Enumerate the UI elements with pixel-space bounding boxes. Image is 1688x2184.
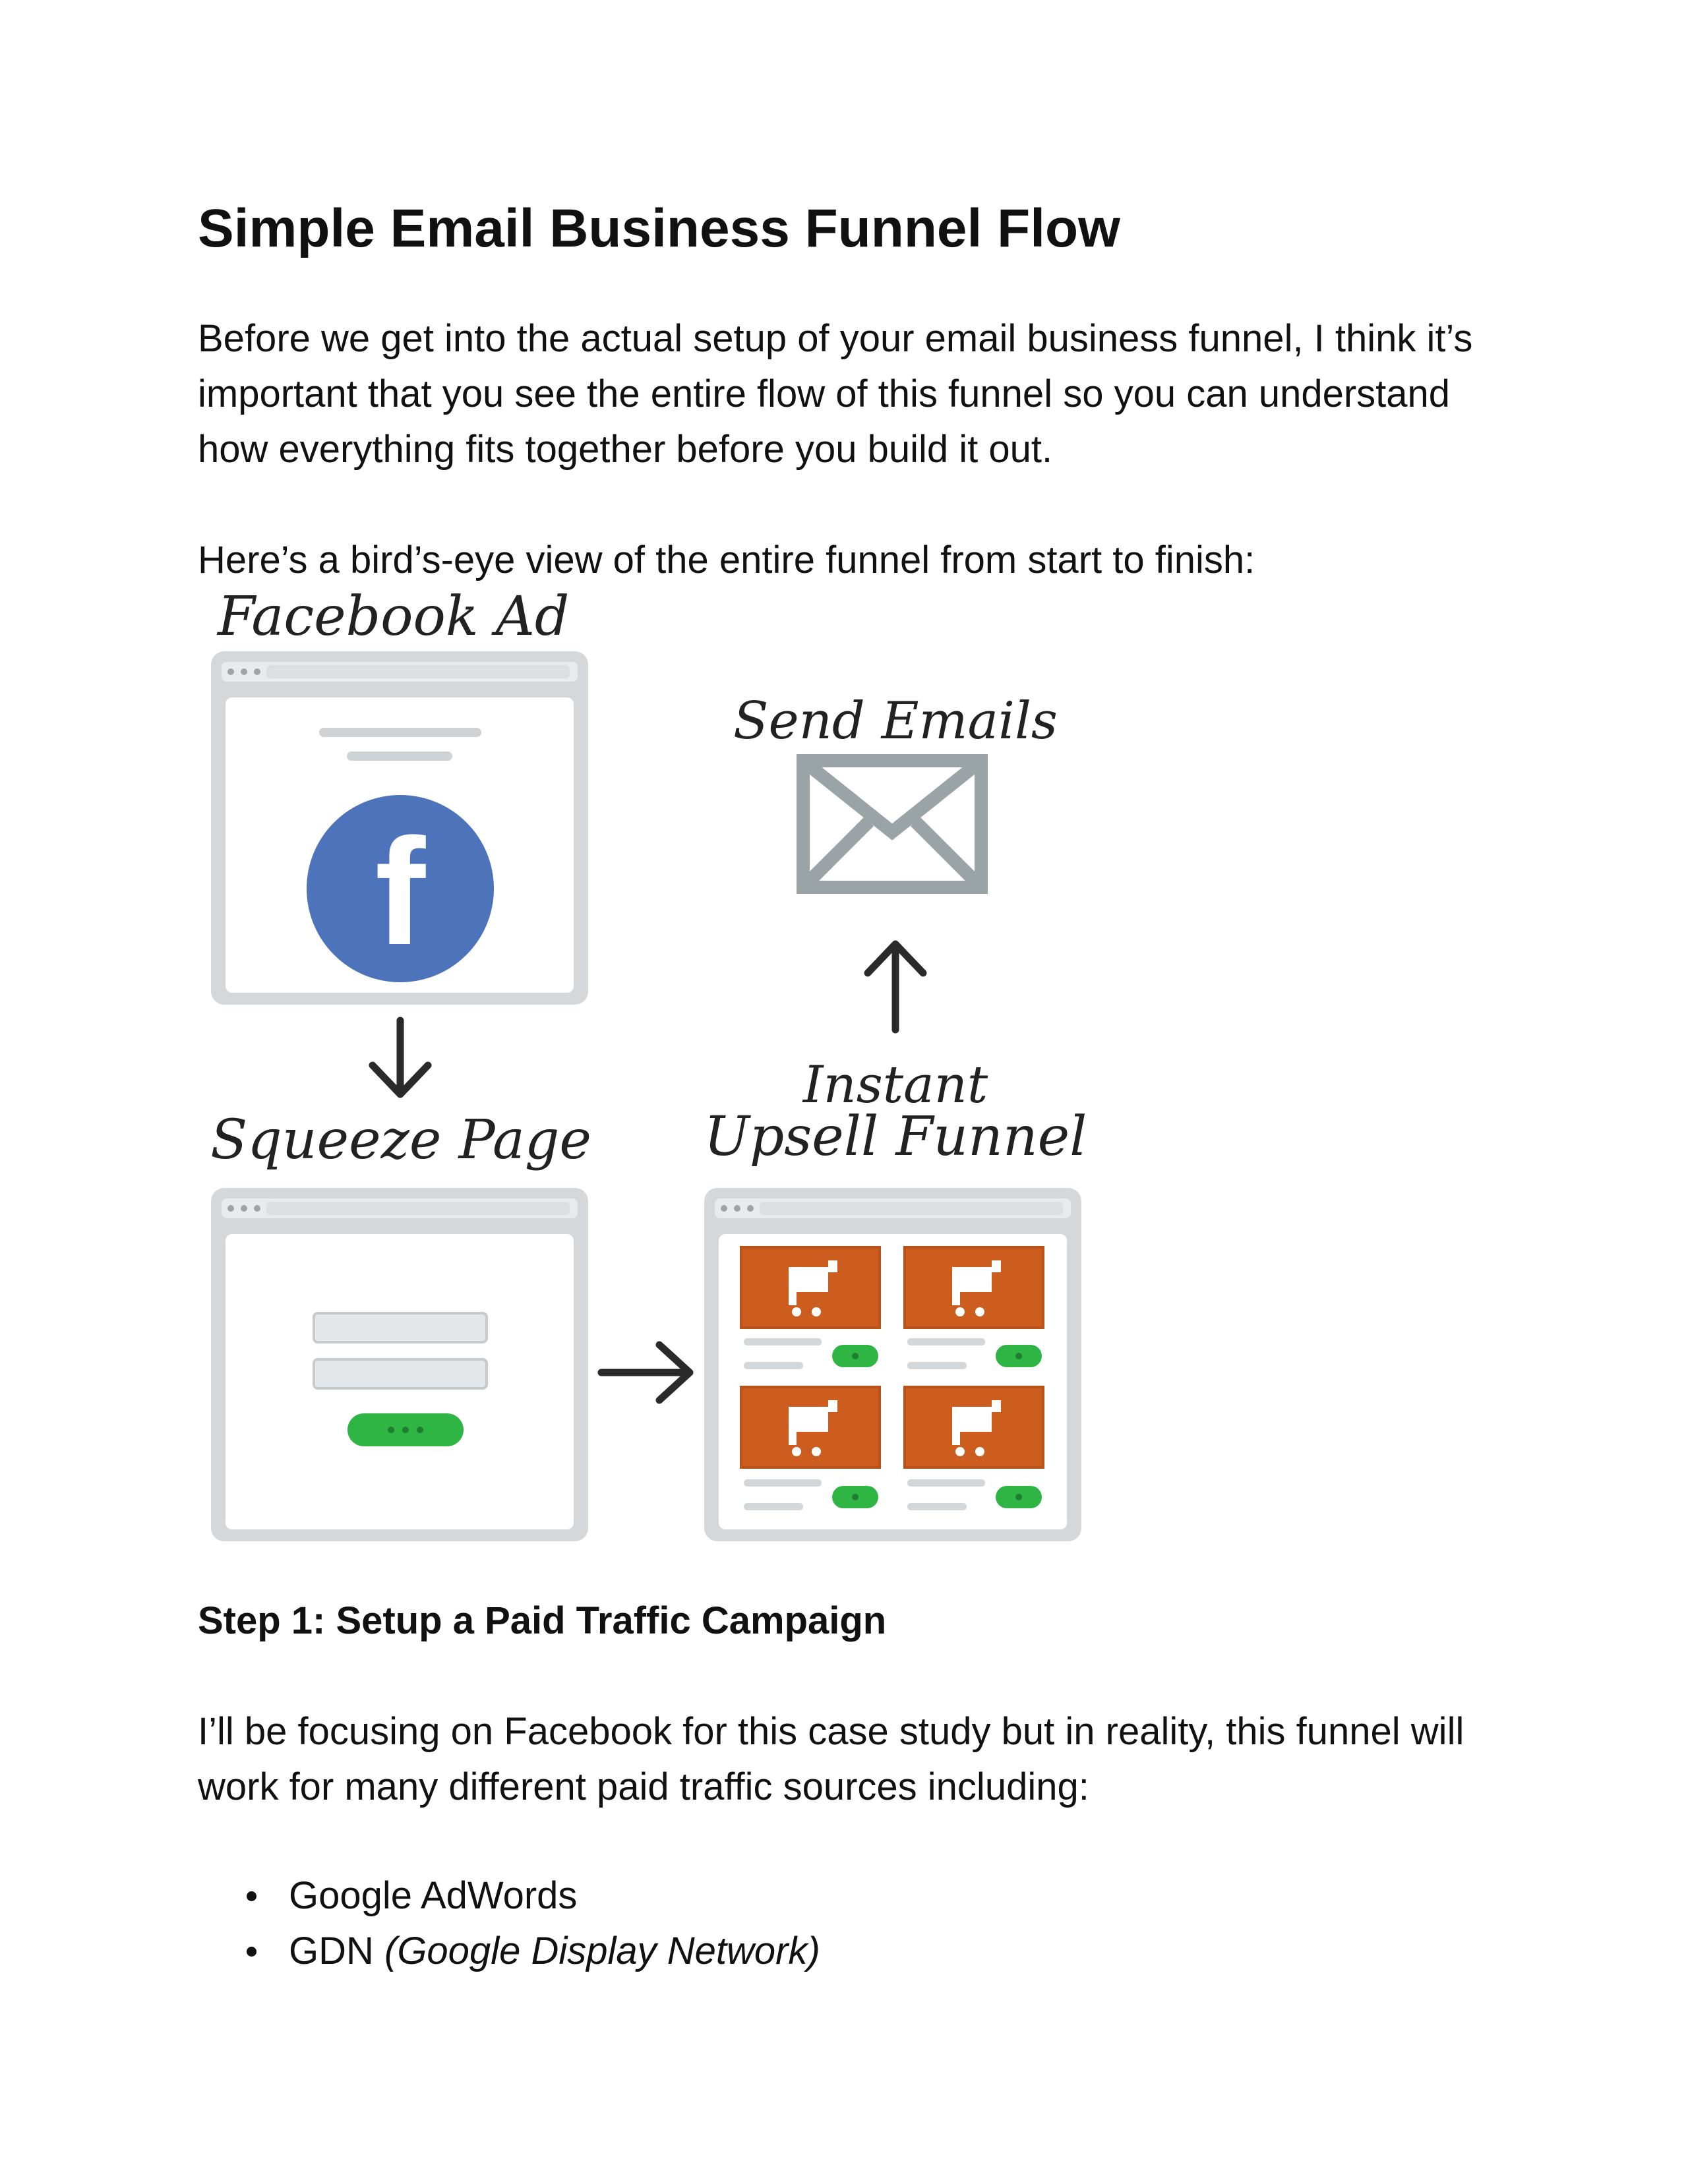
list-item-note: (Google Display Network) bbox=[384, 1930, 820, 1972]
page-title: Simple Email Business Funnel Flow bbox=[198, 198, 1120, 258]
intro-line: important that you see the entire flow of this funnel so you can understand bbox=[198, 372, 1451, 415]
upsell-funnel-label: Upsell Funnel bbox=[704, 1106, 1087, 1168]
step-1-heading: Step 1: Setup a Paid Traffic Campaign bbox=[198, 1599, 887, 1642]
send-emails-label: Send Emails bbox=[733, 692, 1058, 751]
arrow-up-icon bbox=[868, 944, 923, 1030]
arrow-right-icon bbox=[601, 1345, 690, 1400]
step-1-line: work for many different paid traffic sources including: bbox=[198, 1765, 1089, 1808]
traffic-sources-list bbox=[198, 1868, 820, 1979]
step-1-paragraph bbox=[198, 1704, 1464, 1815]
email-field bbox=[314, 1359, 487, 1388]
intro-line: Before we get into the actual setup of your email business funnel, I think it’s bbox=[198, 317, 1473, 360]
lead-in-paragraph: Here’s a bird’s-eye view of the entire funnel from start to finish: bbox=[198, 539, 1255, 581]
facebook-ad-window bbox=[211, 651, 588, 1005]
facebook-glyph: f bbox=[375, 807, 426, 976]
instant-label: Instant bbox=[802, 1055, 988, 1115]
squeeze-page-window bbox=[211, 1188, 588, 1541]
envelope-icon bbox=[803, 761, 981, 887]
placeholder-line bbox=[347, 752, 452, 761]
upsell-funnel-window bbox=[704, 1188, 1081, 1541]
list-item-text: Google AdWords bbox=[289, 1874, 578, 1917]
name-field bbox=[314, 1313, 487, 1342]
step-1-line: I’ll be focusing on Facebook for this case study but in reality, this funnel will bbox=[198, 1710, 1464, 1753]
facebook-ad-label: Facebook Ad bbox=[218, 585, 570, 648]
intro-line: how everything fits together before you build it out. bbox=[198, 428, 1053, 471]
squeeze-page-label: Squeeze Page bbox=[210, 1109, 591, 1171]
arrow-down-icon bbox=[373, 1020, 428, 1094]
list-item bbox=[198, 1868, 820, 1924]
list-item-text: GDN bbox=[289, 1930, 384, 1972]
list-item bbox=[198, 1924, 820, 1979]
placeholder-line bbox=[319, 728, 481, 737]
